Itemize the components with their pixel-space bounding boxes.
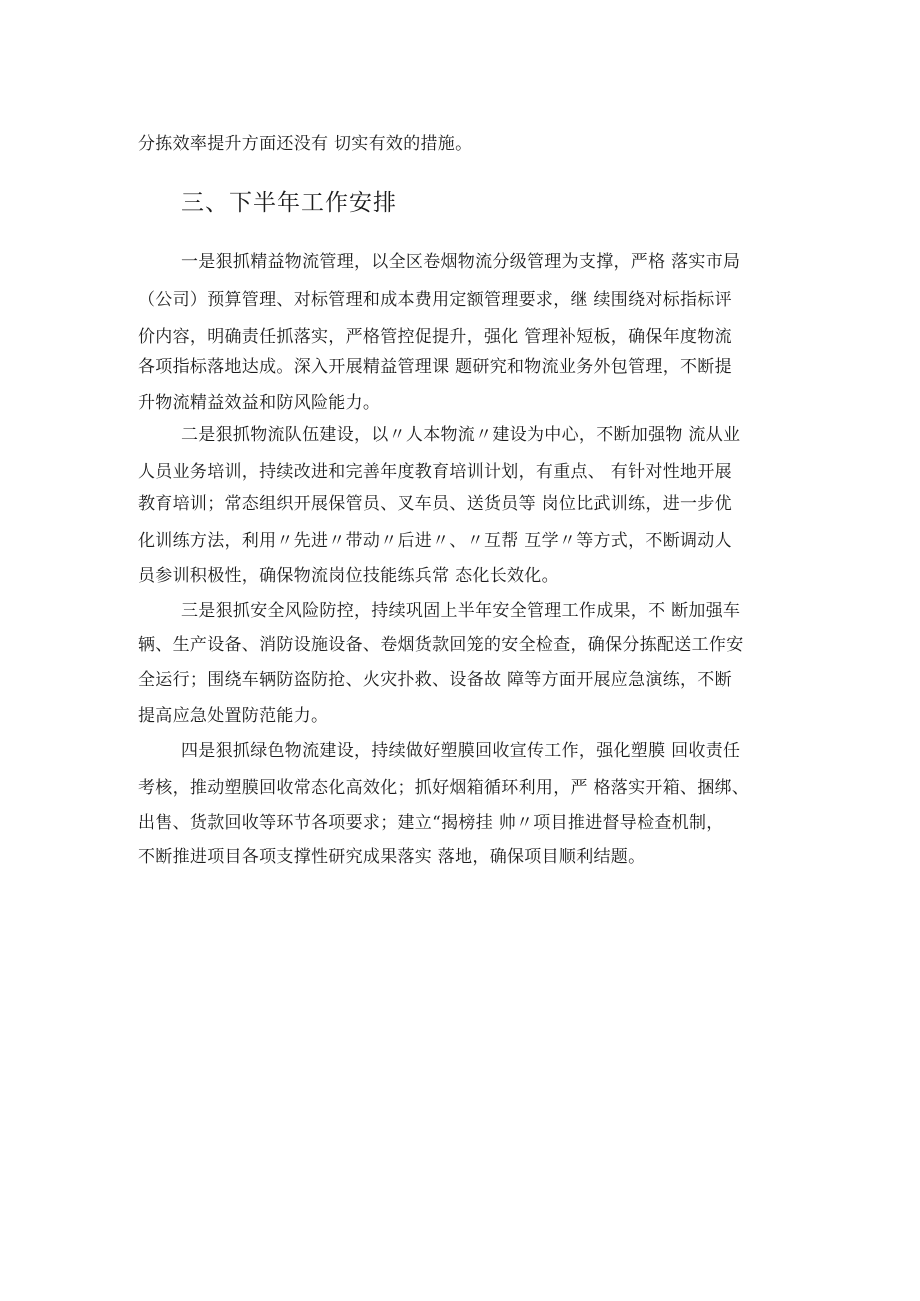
paragraph-line: 二是狠抓物流队伍建设，以〃人本物流〃建设为中心，不断加强物 流从业 <box>181 425 741 445</box>
paragraph-line: 各项指标落地达成。深入开展精益管理课 题研究和物流业务外包管理，不断提 <box>138 357 732 377</box>
paragraph-line: 考核，推动塑膜回收常态化高效化；抓好烟箱循环利用，严 格落实开箱、捆绑、 <box>138 778 750 798</box>
paragraph-line: 出售、货款回收等环节各项要求；建立“揭榜挂 帅〃项目推进督导检查机制， <box>138 813 724 833</box>
paragraph-line: 升物流精益效益和防风险能力。 <box>138 393 381 413</box>
paragraph-line: 员参训积极性，确保物流岗位技能练兵常 态化长效化。 <box>138 566 559 586</box>
section-heading: 三、下半年工作安排 <box>181 190 397 216</box>
paragraph-line: 提高应急处置防范能力。 <box>138 706 329 726</box>
paragraph-line: （公司）预算管理、对标管理和成本费用定额管理要求，继 续围绕对标指标评 <box>138 290 732 310</box>
paragraph-line: 教育培训；常态组织开展保管员、叉车员、送货员等 岗位比武训练，进一步优 <box>138 494 732 514</box>
paragraph-line: 不断推进项目各项支撑性研究成果落实 落地，确保项目顺利结题。 <box>138 847 646 867</box>
paragraph-line: 价内容，明确责任抓落实，严格管控促提升，强化 管理补短板，确保年度物流 <box>138 327 732 347</box>
paragraph-line: 化训练方法，利用〃先进〃带动〃后进〃、〃互帮 互学〃等方式，不断调动人 <box>138 531 732 551</box>
intro-line: 分拣效率提升方面还没有 切实有效的措施。 <box>138 134 473 154</box>
paragraph-line: 四是狠抓绿色物流建设，持续做好塑膜回收宣传工作，强化塑膜 回收责任 <box>181 741 741 761</box>
paragraph-line: 辆、生产设备、消防设施设备、卷烟货款回笼的安全检查，确保分拣配送工作安 <box>138 635 744 655</box>
paragraph-line: 全运行；围绕车辆防盗防抢、火灾扑救、设备故 障等方面开展应急演练，不断 <box>138 670 732 690</box>
paragraph-line: 一是狠抓精益物流管理，以全区卷烟物流分级管理为支撑，严格 落实市局 <box>181 252 741 272</box>
paragraph-line: 三是狠抓安全风险防控，持续巩固上半年安全管理工作成果，不 断加强车 <box>181 601 741 621</box>
paragraph-line: 人员业务培训，持续改进和完善年度教育培训计划，有重点、 有针对性地开展 <box>138 462 732 482</box>
